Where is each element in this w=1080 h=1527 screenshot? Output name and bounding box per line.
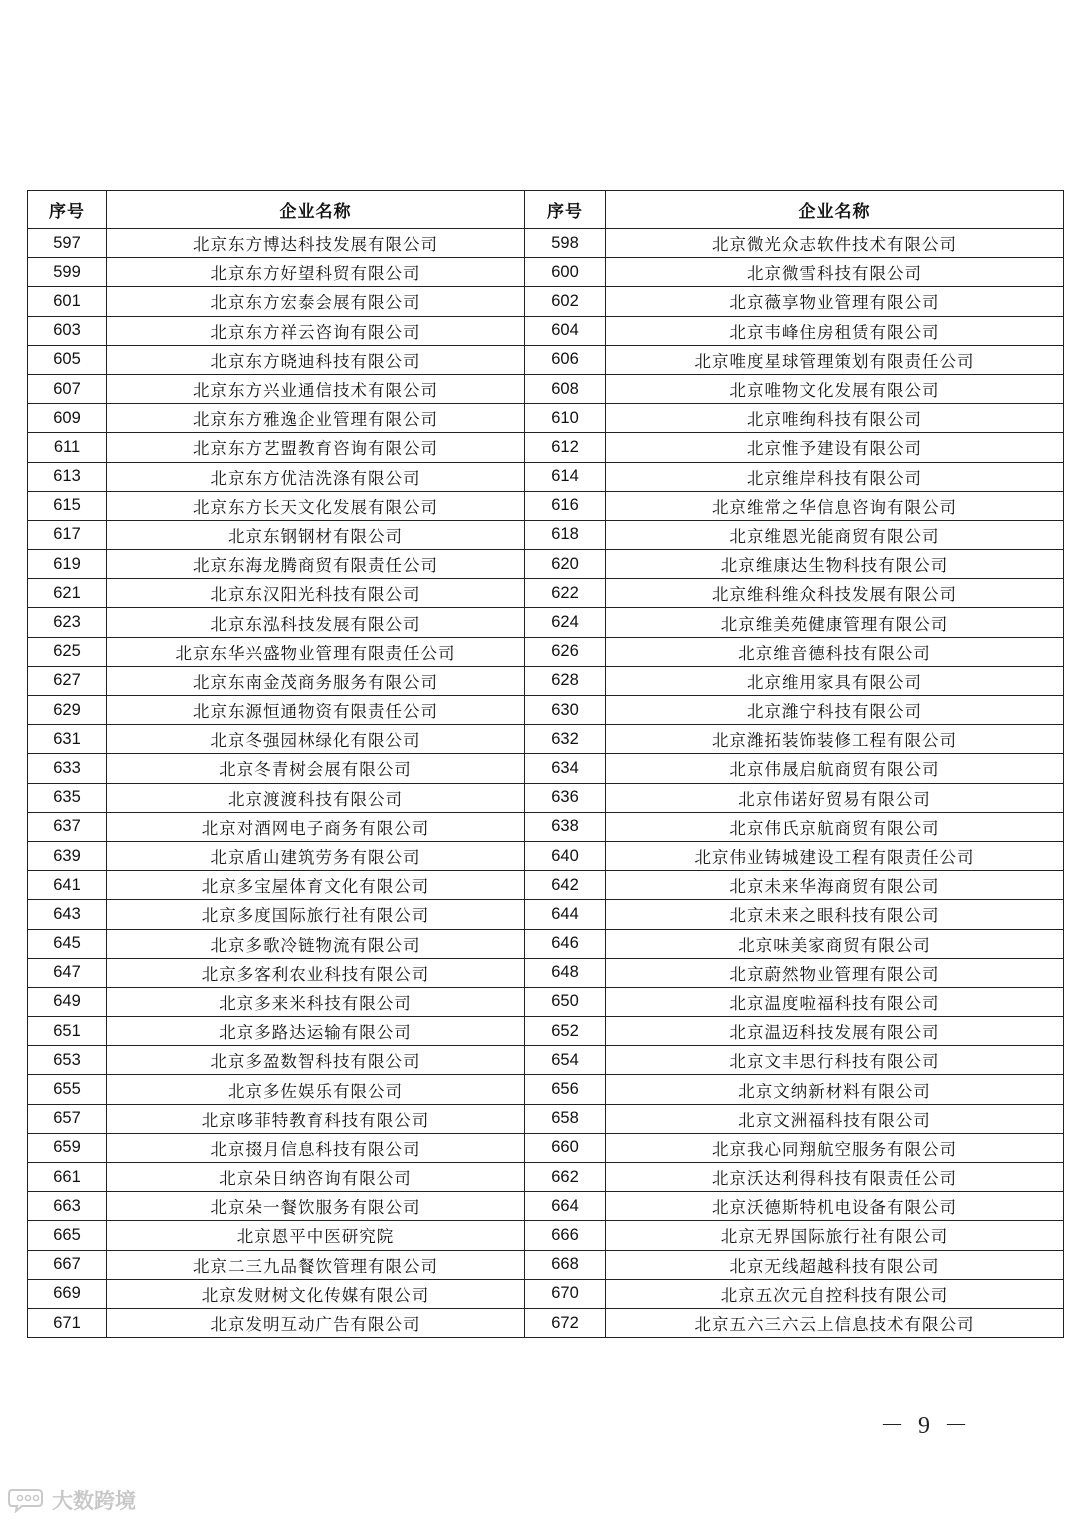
seq-cell-left: 645: [28, 929, 107, 958]
company-name-cell-left: 北京盾山建筑劳务有限公司: [107, 841, 525, 870]
seq-cell-left: 655: [28, 1075, 107, 1104]
seq-cell-right: 604: [525, 316, 606, 345]
table-row: [28, 929, 1064, 958]
company-name-cell-left: 北京渡渡科技有限公司: [107, 783, 525, 812]
company-name-cell-right: 北京温迈科技发展有限公司: [606, 1017, 1064, 1046]
seq-cell-right: 670: [525, 1279, 606, 1308]
seq-cell-left: 663: [28, 1192, 107, 1221]
company-name-cell-right: 北京维常之华信息咨询有限公司: [606, 491, 1064, 520]
table-row: [28, 404, 1064, 433]
seq-cell-right: 608: [525, 374, 606, 403]
company-name-cell-right: 北京文丰思行科技有限公司: [606, 1046, 1064, 1075]
header-seq-right: 序号: [525, 191, 606, 229]
table-row: [28, 258, 1064, 287]
company-name-cell-right: 北京微光众志软件技术有限公司: [606, 229, 1064, 258]
company-name-cell-left: 北京多佐娱乐有限公司: [107, 1075, 525, 1104]
table-row: [28, 1192, 1064, 1221]
table-body: [28, 229, 1064, 1338]
table-row: [28, 1221, 1064, 1250]
seq-cell-right: 628: [525, 666, 606, 695]
company-name-cell-right: 北京沃德斯特机电设备有限公司: [606, 1192, 1064, 1221]
seq-cell-left: 613: [28, 462, 107, 491]
company-name-cell-left: 北京发财树文化传媒有限公司: [107, 1279, 525, 1308]
table-row: [28, 462, 1064, 491]
seq-cell-left: 597: [28, 229, 107, 258]
seq-cell-left: 607: [28, 374, 107, 403]
table-row: [28, 1104, 1064, 1133]
seq-cell-left: 631: [28, 725, 107, 754]
seq-cell-right: 598: [525, 229, 606, 258]
company-name-cell-left: 北京东钢钢材有限公司: [107, 520, 525, 549]
table-row: [28, 579, 1064, 608]
company-name-cell-left: 北京东泓科技发展有限公司: [107, 608, 525, 637]
seq-cell-left: 627: [28, 666, 107, 695]
seq-cell-left: 671: [28, 1308, 107, 1337]
seq-cell-right: 610: [525, 404, 606, 433]
company-name-cell-right: 北京唯物文化发展有限公司: [606, 374, 1064, 403]
seq-cell-right: 672: [525, 1308, 606, 1337]
company-name-cell-left: 北京东南金茂商务服务有限公司: [107, 666, 525, 695]
seq-cell-left: 605: [28, 345, 107, 374]
company-name-cell-left: 北京东方博达科技发展有限公司: [107, 229, 525, 258]
company-name-cell-right: 北京无界国际旅行社有限公司: [606, 1221, 1064, 1250]
table-row: [28, 900, 1064, 929]
seq-cell-left: 601: [28, 287, 107, 316]
table-row: [28, 637, 1064, 666]
seq-cell-left: 637: [28, 812, 107, 841]
seq-cell-left: 633: [28, 754, 107, 783]
table-row: [28, 374, 1064, 403]
company-name-cell-right: 北京沃达利得科技有限责任公司: [606, 1163, 1064, 1192]
table-row: [28, 841, 1064, 870]
seq-cell-right: 624: [525, 608, 606, 637]
table-row: [28, 345, 1064, 374]
table-row: [28, 812, 1064, 841]
seq-cell-right: 632: [525, 725, 606, 754]
company-name-cell-left: 北京多度国际旅行社有限公司: [107, 900, 525, 929]
seq-cell-right: 616: [525, 491, 606, 520]
company-name-cell-right: 北京唯度星球管理策划有限责任公司: [606, 345, 1064, 374]
seq-cell-right: 644: [525, 900, 606, 929]
seq-cell-left: 625: [28, 637, 107, 666]
table-row: [28, 433, 1064, 462]
company-name-cell-right: 北京无线超越科技有限公司: [606, 1250, 1064, 1279]
seq-cell-right: 600: [525, 258, 606, 287]
table-row: [28, 1046, 1064, 1075]
company-name-cell-left: 北京东汉阳光科技有限公司: [107, 579, 525, 608]
seq-cell-left: 635: [28, 783, 107, 812]
seq-cell-left: 603: [28, 316, 107, 345]
seq-cell-right: 634: [525, 754, 606, 783]
company-name-cell-right: 北京潍宁科技有限公司: [606, 696, 1064, 725]
company-name-cell-right: 北京味美家商贸有限公司: [606, 929, 1064, 958]
company-name-cell-right: 北京未来华海商贸有限公司: [606, 871, 1064, 900]
seq-cell-left: 615: [28, 491, 107, 520]
seq-cell-left: 653: [28, 1046, 107, 1075]
company-name-cell-left: 北京哆菲特教育科技有限公司: [107, 1104, 525, 1133]
seq-cell-right: 646: [525, 929, 606, 958]
company-name-cell-left: 北京多歌冷链物流有限公司: [107, 929, 525, 958]
company-name-cell-left: 北京冬青树会展有限公司: [107, 754, 525, 783]
company-name-cell-right: 北京蔚然物业管理有限公司: [606, 958, 1064, 987]
company-name-cell-right: 北京唯绚科技有限公司: [606, 404, 1064, 433]
company-name-cell-right: 北京维岸科技有限公司: [606, 462, 1064, 491]
seq-cell-left: 661: [28, 1163, 107, 1192]
table-row: [28, 520, 1064, 549]
company-name-cell-right: 北京五六三六云上信息技术有限公司: [606, 1308, 1064, 1337]
seq-cell-right: 654: [525, 1046, 606, 1075]
company-name-cell-left: 北京东源恒通物资有限责任公司: [107, 696, 525, 725]
table-row: [28, 1163, 1064, 1192]
company-name-cell-left: 北京东方长天文化发展有限公司: [107, 491, 525, 520]
company-name-cell-right: 北京伟业铸城建设工程有限责任公司: [606, 841, 1064, 870]
company-name-cell-right: 北京维康达生物科技有限公司: [606, 550, 1064, 579]
company-name-cell-left: 北京东方晓迪科技有限公司: [107, 345, 525, 374]
table-row: [28, 958, 1064, 987]
company-name-cell-right: 北京文洲福科技有限公司: [606, 1104, 1064, 1133]
company-name-cell-right: 北京薇享物业管理有限公司: [606, 287, 1064, 316]
seq-cell-right: 618: [525, 520, 606, 549]
company-list-table: [27, 190, 1064, 1338]
seq-cell-left: 659: [28, 1133, 107, 1162]
company-name-cell-left: 北京对酒网电子商务有限公司: [107, 812, 525, 841]
company-name-cell-right: 北京惟予建设有限公司: [606, 433, 1064, 462]
table-row: [28, 1017, 1064, 1046]
company-name-cell-left: 北京多宝屋体育文化有限公司: [107, 871, 525, 900]
company-name-cell-right: 北京五次元自控科技有限公司: [606, 1279, 1064, 1308]
seq-cell-left: 621: [28, 579, 107, 608]
company-name-cell-right: 北京我心同翔航空服务有限公司: [606, 1133, 1064, 1162]
company-name-cell-right: 北京维音德科技有限公司: [606, 637, 1064, 666]
seq-cell-right: 652: [525, 1017, 606, 1046]
seq-cell-right: 648: [525, 958, 606, 987]
company-name-cell-right: 北京伟氏京航商贸有限公司: [606, 812, 1064, 841]
header-name-left: 企业名称: [107, 191, 525, 229]
company-name-cell-left: 北京二三九品餐饮管理有限公司: [107, 1250, 525, 1279]
table-row: [28, 783, 1064, 812]
seq-cell-left: 599: [28, 258, 107, 287]
company-name-cell-left: 北京东方优洁洗涤有限公司: [107, 462, 525, 491]
table-row: [28, 229, 1064, 258]
seq-cell-right: 640: [525, 841, 606, 870]
company-name-cell-right: 北京伟晟启航商贸有限公司: [606, 754, 1064, 783]
seq-cell-right: 626: [525, 637, 606, 666]
seq-cell-right: 630: [525, 696, 606, 725]
table-header-row: [28, 191, 1064, 229]
company-name-cell-left: 北京冬强园林绿化有限公司: [107, 725, 525, 754]
seq-cell-right: 612: [525, 433, 606, 462]
seq-cell-right: 656: [525, 1075, 606, 1104]
company-name-cell-right: 北京维美苑健康管理有限公司: [606, 608, 1064, 637]
watermark: [8, 1485, 136, 1515]
seq-cell-right: 668: [525, 1250, 606, 1279]
company-name-cell-left: 北京东方好望科贸有限公司: [107, 258, 525, 287]
company-name-cell-left: 北京东华兴盛物业管理有限责任公司: [107, 637, 525, 666]
table-row: [28, 550, 1064, 579]
seq-cell-left: 629: [28, 696, 107, 725]
seq-cell-left: 639: [28, 841, 107, 870]
seq-cell-right: 620: [525, 550, 606, 579]
company-name-cell-left: 北京东方雅逸企业管理有限公司: [107, 404, 525, 433]
seq-cell-left: 657: [28, 1104, 107, 1133]
company-name-cell-left: 北京掇月信息科技有限公司: [107, 1133, 525, 1162]
company-name-cell-left: 北京东方宏泰会展有限公司: [107, 287, 525, 316]
company-name-cell-right: 北京文纳新材料有限公司: [606, 1075, 1064, 1104]
seq-cell-right: 636: [525, 783, 606, 812]
header-seq-left: 序号: [28, 191, 107, 229]
seq-cell-right: 662: [525, 1163, 606, 1192]
table-row: [28, 316, 1064, 345]
company-name-cell-left: 北京恩平中医研究院: [107, 1221, 525, 1250]
company-name-cell-right: 北京维用家具有限公司: [606, 666, 1064, 695]
table-row: [28, 287, 1064, 316]
seq-cell-right: 666: [525, 1221, 606, 1250]
table-row: [28, 1075, 1064, 1104]
seq-cell-right: 642: [525, 871, 606, 900]
seq-cell-right: 602: [525, 287, 606, 316]
seq-cell-left: 651: [28, 1017, 107, 1046]
company-name-cell-right: 北京微雪科技有限公司: [606, 258, 1064, 287]
company-name-cell-right: 北京韦峰住房租赁有限公司: [606, 316, 1064, 345]
header-name-right: 企业名称: [606, 191, 1064, 229]
company-name-cell-left: 北京东方艺盟教育咨询有限公司: [107, 433, 525, 462]
seq-cell-right: 650: [525, 987, 606, 1016]
table-row: [28, 871, 1064, 900]
seq-cell-left: 669: [28, 1279, 107, 1308]
company-name-cell-right: 北京潍拓装饰装修工程有限公司: [606, 725, 1064, 754]
seq-cell-left: 649: [28, 987, 107, 1016]
company-name-cell-left: 北京东方兴业通信技术有限公司: [107, 374, 525, 403]
company-name-cell-left: 北京多盈数智科技有限公司: [107, 1046, 525, 1075]
seq-cell-right: 622: [525, 579, 606, 608]
table-row: [28, 608, 1064, 637]
page-number: － 9 －: [880, 1413, 972, 1439]
seq-cell-left: 643: [28, 900, 107, 929]
seq-cell-right: 664: [525, 1192, 606, 1221]
seq-cell-left: 619: [28, 550, 107, 579]
seq-cell-right: 606: [525, 345, 606, 374]
table-row: [28, 1133, 1064, 1162]
company-name-cell-right: 北京伟诺好贸易有限公司: [606, 783, 1064, 812]
table-row: [28, 1308, 1064, 1337]
table-row: [28, 754, 1064, 783]
seq-cell-left: 667: [28, 1250, 107, 1279]
seq-cell-left: 665: [28, 1221, 107, 1250]
table-row: [28, 987, 1064, 1016]
company-name-cell-left: 北京东海龙腾商贸有限责任公司: [107, 550, 525, 579]
table-row: [28, 491, 1064, 520]
seq-cell-left: 641: [28, 871, 107, 900]
company-name-cell-right: 北京未来之眼科技有限公司: [606, 900, 1064, 929]
seq-cell-right: 658: [525, 1104, 606, 1133]
chat-bubble-icon: [8, 1487, 48, 1513]
seq-cell-left: 609: [28, 404, 107, 433]
seq-cell-left: 611: [28, 433, 107, 462]
seq-cell-right: 614: [525, 462, 606, 491]
seq-cell-right: 660: [525, 1133, 606, 1162]
company-name-cell-right: 北京温度啦福科技有限公司: [606, 987, 1064, 1016]
company-name-cell-left: 北京多客利农业科技有限公司: [107, 958, 525, 987]
seq-cell-left: 617: [28, 520, 107, 549]
company-name-cell-right: 北京维恩光能商贸有限公司: [606, 520, 1064, 549]
table-row: [28, 1279, 1064, 1308]
watermark-text: 大数跨境: [52, 1489, 136, 1513]
table-row: [28, 696, 1064, 725]
seq-cell-left: 647: [28, 958, 107, 987]
company-name-cell-left: 北京多来米科技有限公司: [107, 987, 525, 1016]
company-name-cell-right: 北京维科维众科技发展有限公司: [606, 579, 1064, 608]
table-row: [28, 725, 1064, 754]
table-row: [28, 666, 1064, 695]
seq-cell-right: 638: [525, 812, 606, 841]
company-name-cell-left: 北京朵日纳咨询有限公司: [107, 1163, 525, 1192]
company-name-cell-left: 北京东方祥云咨询有限公司: [107, 316, 525, 345]
company-name-cell-left: 北京多路达运输有限公司: [107, 1017, 525, 1046]
company-name-cell-left: 北京发明互动广告有限公司: [107, 1308, 525, 1337]
table-row: [28, 1250, 1064, 1279]
seq-cell-left: 623: [28, 608, 107, 637]
company-name-cell-left: 北京朵一餐饮服务有限公司: [107, 1192, 525, 1221]
